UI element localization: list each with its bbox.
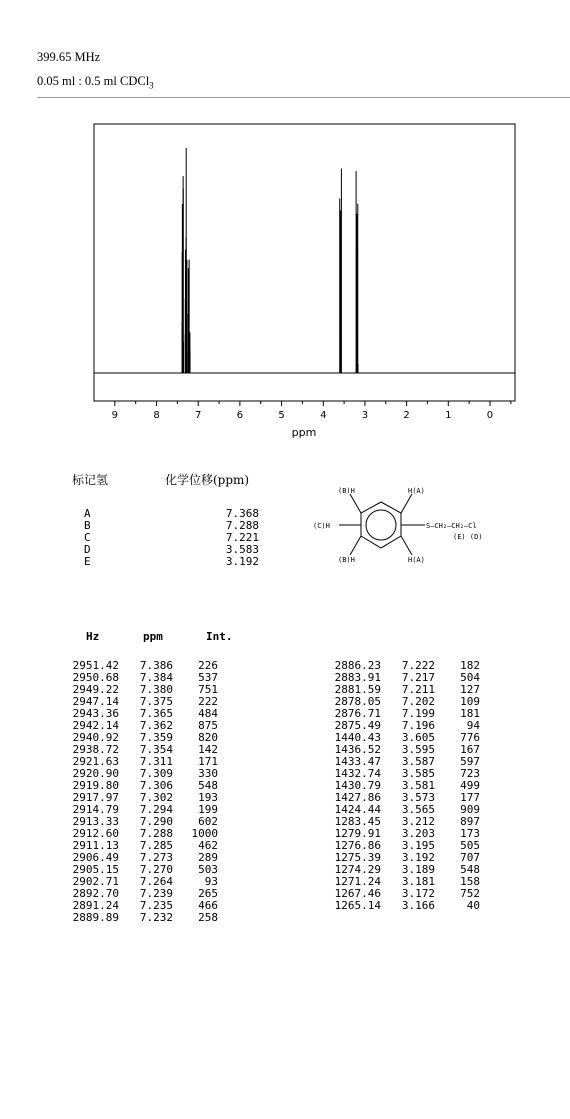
peak-int: 505 [460, 839, 480, 852]
assign-col1-header: 标记氢 [72, 473, 109, 487]
peak-ppm: 7.311 [139, 755, 173, 768]
peak-hz: 2878.05 [334, 695, 381, 708]
peak-ppm: 3.172 [401, 887, 435, 900]
x-tick-label-4: 5 [278, 410, 285, 421]
peak-hz: 2949.22 [72, 683, 119, 696]
peak-int: 723 [460, 767, 480, 780]
x-tick-label-9: 0 [486, 410, 494, 421]
peak-int: 820 [198, 731, 218, 744]
peak-row-left-21 [70, 912, 218, 924]
peak-int: 93 [204, 875, 218, 888]
pk-header-hz: Hz [86, 630, 100, 643]
peak-hz: 2911.13 [72, 839, 119, 852]
peak-ppm: 7.309 [139, 767, 173, 780]
assign-label: B [84, 519, 91, 532]
peak-int: 752 [460, 887, 480, 900]
peak-ppm: 7.288 [139, 827, 173, 840]
peak-hz: 2889.89 [72, 911, 119, 924]
solvent-info [37, 74, 154, 91]
peak-int: 142 [198, 743, 218, 756]
peak-ppm: 7.270 [139, 863, 173, 876]
peak-hz: 2892.70 [72, 887, 119, 900]
peak-hz: 1427.86 [334, 791, 381, 804]
assign-label: C [84, 531, 91, 544]
x-tick-label-5: 4 [320, 410, 327, 421]
peak-ppm: 3.585 [401, 767, 435, 780]
peak-hz: 2919.80 [72, 779, 119, 792]
x-tick-label-7: 2 [403, 410, 410, 421]
peak-hz: 1430.79 [334, 779, 381, 792]
peak-int: 193 [198, 791, 218, 804]
assign-col2-header: 化学位移(ppm) [165, 473, 250, 487]
peak-ppm: 7.199 [401, 707, 435, 720]
peak-int: 504 [460, 671, 480, 684]
peak-hz: 2942.14 [72, 719, 119, 732]
peak-int: 167 [460, 743, 480, 756]
peak-hz: 2886.23 [334, 659, 381, 672]
x-axis-label: ppm [291, 426, 317, 439]
bond-br [401, 536, 412, 555]
benzene-ring [361, 502, 401, 548]
assign-shift: 7.221 [225, 531, 259, 544]
peak-ppm: 7.285 [139, 839, 173, 852]
peak-ppm: 7.384 [139, 671, 173, 684]
peak-hz: 2947.14 [72, 695, 119, 708]
peak-int: 548 [460, 863, 480, 876]
peak-int: 289 [198, 851, 218, 864]
header-divider [37, 97, 570, 98]
peak-int: 548 [198, 779, 218, 792]
peak-hz: 2914.79 [72, 803, 119, 816]
peak-hz: 1424.44 [334, 803, 381, 816]
peak-ppm: 3.195 [401, 839, 435, 852]
chain-position-labels: (E) (D) [453, 533, 483, 541]
spectrometer-frequency: 399.65 MHz [37, 50, 101, 64]
x-tick-label-6: 3 [361, 410, 369, 421]
peak-int: 1000 [191, 827, 218, 840]
peak-int: 466 [198, 899, 218, 912]
peak-ppm: 7.362 [139, 719, 173, 732]
peak-int: 171 [198, 755, 218, 768]
h-bottom-left-label: (B)H [338, 556, 355, 564]
peak-int: 897 [460, 815, 480, 828]
peak-ppm: 3.595 [401, 743, 435, 756]
peak-hz: 1279.91 [334, 827, 381, 840]
peak-hz: 2943.36 [72, 707, 119, 720]
peak-row-right-20 [332, 900, 480, 912]
peak-hz: 2881.59 [334, 683, 381, 696]
peak-hz: 2951.42 [72, 659, 119, 672]
peak-int: 94 [466, 719, 480, 732]
peak-ppm: 3.565 [401, 803, 435, 816]
assign-shift: 3.192 [225, 555, 259, 568]
peak-ppm: 7.386 [139, 659, 173, 672]
solvent-text: 0.05 ml : 0.5 ml CDCl [37, 74, 150, 88]
peak-hz: 1267.46 [334, 887, 381, 900]
peak-int: 537 [198, 671, 218, 684]
peak-int: 499 [460, 779, 480, 792]
peak-hz: 2883.91 [334, 671, 381, 684]
bond-bl [350, 536, 361, 555]
peak-int: 330 [198, 767, 218, 780]
x-tick-label-3: 6 [236, 410, 244, 421]
peak-ppm: 3.181 [401, 875, 435, 888]
plot-frame [94, 124, 515, 401]
peak-int: 875 [198, 719, 218, 732]
peak-ppm: 7.196 [401, 719, 435, 732]
assign-label: E [84, 555, 91, 568]
peak-hz: 2905.15 [72, 863, 119, 876]
peak-ppm: 7.235 [139, 899, 173, 912]
peak-table-right [332, 660, 480, 912]
peak-hz: 2917.97 [72, 791, 119, 804]
bond-tr [401, 494, 412, 513]
peak-int: 265 [198, 887, 218, 900]
peak-hz: 2950.68 [72, 671, 119, 684]
peak-int: 602 [198, 815, 218, 828]
molecule-structure [298, 478, 538, 590]
peak-hz: 1436.52 [334, 743, 381, 756]
peak-ppm: 3.212 [401, 815, 435, 828]
h-top-right-label: H(A) [408, 487, 425, 495]
peak-hz: 2875.49 [334, 719, 381, 732]
peak-ppm: 7.239 [139, 887, 173, 900]
pk-header-int: Int. [206, 630, 233, 643]
nmr-spectrum [90, 120, 520, 442]
peak-ppm: 7.380 [139, 683, 173, 696]
peak-ppm: 7.202 [401, 695, 435, 708]
peak-hz: 1283.45 [334, 815, 381, 828]
assign-shift: 3.583 [225, 543, 259, 556]
peak-ppm: 3.573 [401, 791, 435, 804]
peak-ppm: 7.354 [139, 743, 173, 756]
x-tick-label-2: 7 [195, 410, 202, 421]
peak-hz: 2912.60 [72, 827, 119, 840]
peak-int: 258 [198, 911, 218, 924]
peak-hz: 1432.74 [334, 767, 381, 780]
peak-int: 503 [198, 863, 218, 876]
x-tick-label-8: 1 [445, 410, 452, 421]
peak-int: 40 [466, 899, 480, 912]
peak-hz: 2906.49 [72, 851, 119, 864]
peak-int: 127 [460, 683, 480, 696]
chain-label: S—CH₂—CH₂—Cl [426, 522, 477, 530]
peak-int: 751 [198, 683, 218, 696]
x-tick-label-1: 8 [153, 410, 160, 421]
h-top-left-label: (B)H [338, 487, 355, 495]
peak-ppm: 7.290 [139, 815, 173, 828]
peak-ppm: 7.273 [139, 851, 173, 864]
peak-hz: 2902.71 [72, 875, 119, 888]
peak-int: 909 [460, 803, 480, 816]
h-left-label: (C)H [313, 522, 330, 530]
peak-int: 707 [460, 851, 480, 864]
peak-ppm: 7.264 [139, 875, 173, 888]
peak-ppm: 7.302 [139, 791, 173, 804]
peak-int: 173 [460, 827, 480, 840]
peak-hz: 2921.63 [72, 755, 119, 768]
assign-shift: 7.288 [225, 519, 259, 532]
peak-hz: 1433.47 [334, 755, 381, 768]
peak-int: 484 [198, 707, 218, 720]
peak-int: 109 [460, 695, 480, 708]
peak-ppm: 7.232 [139, 911, 173, 924]
peak-ppm: 3.166 [401, 899, 435, 912]
peak-int: 597 [460, 755, 480, 768]
peak-hz: 1275.39 [334, 851, 381, 864]
peak-hz: 1274.29 [334, 863, 381, 876]
peak-hz: 2913.33 [72, 815, 119, 828]
peak-ppm: 3.203 [401, 827, 435, 840]
peak-int: 226 [198, 659, 218, 672]
h-bottom-right-label: H(A) [408, 556, 425, 564]
peak-ppm: 3.587 [401, 755, 435, 768]
assign-shift: 7.368 [225, 507, 259, 520]
peak-int: 199 [198, 803, 218, 816]
pk-header-ppm: ppm [143, 630, 163, 643]
peak-ppm: 7.365 [139, 707, 173, 720]
assignment-table [84, 508, 259, 568]
peak-int: 776 [460, 731, 480, 744]
peak-ppm: 3.605 [401, 731, 435, 744]
peak-hz: 2920.90 [72, 767, 119, 780]
x-tick-label-0: 9 [111, 410, 119, 421]
peak-int: 177 [460, 791, 480, 804]
peak-ppm: 7.217 [401, 671, 435, 684]
peak-ppm: 7.222 [401, 659, 435, 672]
solvent-subscript: 3 [149, 80, 154, 91]
peak-ppm: 7.294 [139, 803, 173, 816]
bond-tl [350, 494, 361, 513]
peak-int: 181 [460, 707, 480, 720]
peak-hz: 1265.14 [334, 899, 381, 912]
assign-label: A [84, 507, 91, 520]
peak-ppm: 3.189 [401, 863, 435, 876]
peak-hz: 2876.71 [334, 707, 381, 720]
peak-hz: 1440.43 [334, 731, 381, 744]
aromatic-circle [366, 510, 396, 540]
peak-hz: 1276.86 [334, 839, 381, 852]
assign-label: D [84, 543, 91, 556]
peak-ppm: 7.306 [139, 779, 173, 792]
peak-hz: 2938.72 [72, 743, 119, 756]
peak-int: 158 [460, 875, 480, 888]
peak-int: 182 [460, 659, 480, 672]
assign-row-4 [84, 556, 259, 568]
peak-hz: 2891.24 [72, 899, 119, 912]
peak-ppm: 3.581 [401, 779, 435, 792]
peak-ppm: 7.359 [139, 731, 173, 744]
peak-hz: 1271.24 [334, 875, 381, 888]
peak-table-left [70, 660, 218, 924]
peak-int: 222 [198, 695, 218, 708]
peak-ppm: 3.192 [401, 851, 435, 864]
peak-int: 462 [198, 839, 218, 852]
peak-ppm: 7.375 [139, 695, 173, 708]
peak-ppm: 7.211 [401, 683, 435, 696]
peak-hz: 2940.92 [72, 731, 119, 744]
